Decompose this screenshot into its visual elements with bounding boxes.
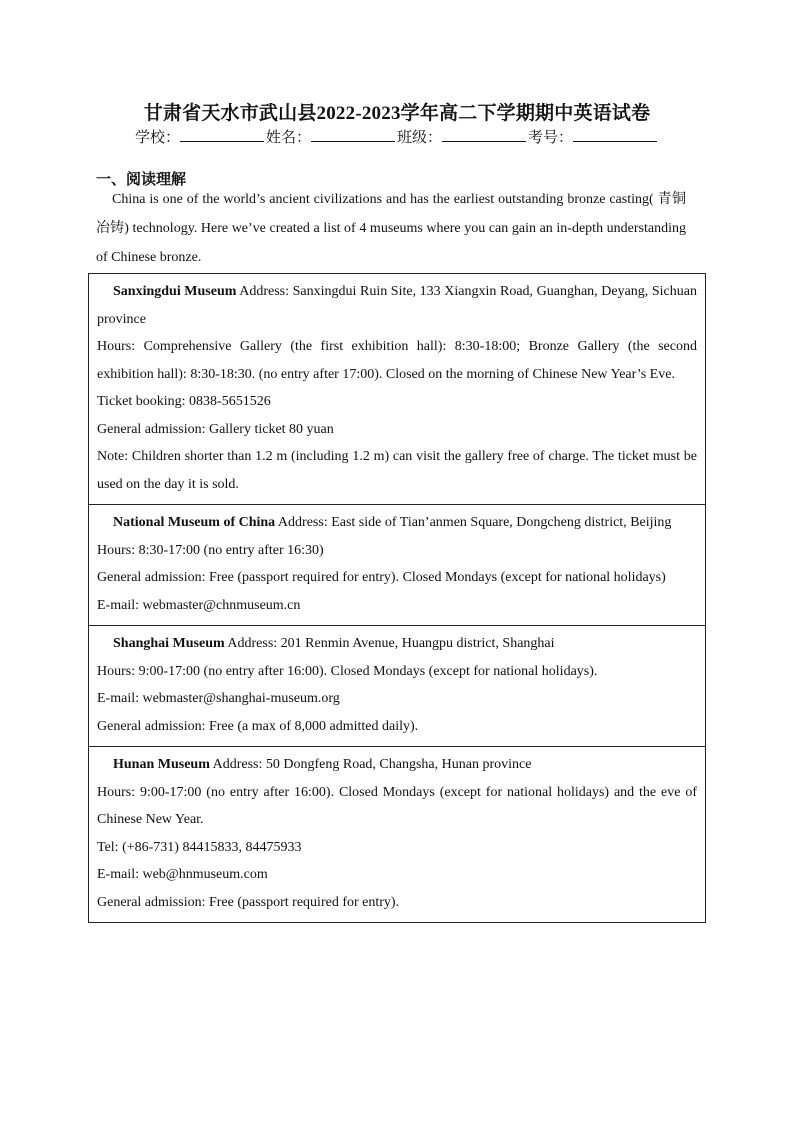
museum-hours: Hours: 9:00-17:00 (no entry after 16:00). Closed Mondays (except for national holidays) and the eve of Chinese New Year. xyxy=(97,784,697,827)
museum-admission: General admission: Gallery ticket 80 yuan xyxy=(97,421,334,437)
intro-paragraph xyxy=(96,185,686,272)
exam-number-field-label: 考号： xyxy=(528,130,574,146)
museum-address: Address: East side of Tian’anmen Square, Dongcheng district, Beijing xyxy=(277,515,672,530)
intro-text: China is one of the world’s ancient civilizations and has the earliest outstanding bronze casting( 青铜冶铸) technology. Here we’ve created a list of 4 museums where you can gain an in-depth understanding of Chinese bronze. xyxy=(96,192,686,265)
museum-cell-sanxingdui xyxy=(89,274,706,505)
table-row xyxy=(89,747,706,923)
museum-email: E-mail: web@hnmuseum.com xyxy=(97,867,268,882)
exam-title: 甘肃省天水市武山县2022-2023学年高二下学期期中英语试卷 xyxy=(143,103,651,124)
name-blank[interactable] xyxy=(311,127,395,142)
school-blank[interactable] xyxy=(180,127,264,142)
museum-email: E-mail: webmaster@shanghai-museum.org xyxy=(97,691,340,706)
museum-cell-hunan xyxy=(89,747,706,923)
museum-address: Address: 50 Dongfeng Road, Changsha, Hunan province xyxy=(212,757,532,772)
museum-cell-national xyxy=(89,505,706,626)
exam-number-blank[interactable] xyxy=(573,127,657,142)
table-row xyxy=(89,274,706,505)
museum-cell-shanghai xyxy=(89,626,706,747)
museum-name: Sanxingdui Museum xyxy=(113,284,237,299)
museum-admission: General admission: Free (a max of 8,000 admitted daily). xyxy=(97,718,419,734)
table-row xyxy=(89,505,706,626)
museum-name: Hunan Museum xyxy=(113,757,210,772)
student-info-line xyxy=(0,126,794,147)
museum-address: Address: 201 Renmin Avenue, Huangpu district, Shanghai xyxy=(227,636,555,651)
museum-name: Shanghai Museum xyxy=(113,636,225,651)
table-row xyxy=(89,626,706,747)
museum-tel: Tel: (+86-731) 84415833, 84475933 xyxy=(97,839,302,855)
name-field-label: 姓名： xyxy=(265,130,311,146)
museum-email: E-mail: webmaster@chnmuseum.cn xyxy=(97,597,301,613)
museum-table xyxy=(88,273,706,923)
museum-note: Note: Children shorter than 1.2 m (including 1.2 m) can visit the gallery free of charge. The ticket must be used on the day it is sold. xyxy=(97,449,697,492)
museum-ticket-booking: Ticket booking: 0838-5651526 xyxy=(97,394,271,409)
section-heading: 一、阅读理解 xyxy=(96,172,187,188)
class-blank[interactable] xyxy=(442,127,526,142)
museum-admission: General admission: Free (passport required for entry). Closed Mondays (except for national holidays) xyxy=(97,570,666,585)
museum-hours: Hours: 8:30-17:00 (no entry after 16:30) xyxy=(97,542,324,558)
museum-hours: Hours: Comprehensive Gallery (the first exhibition hall): 8:30-18:00; Bronze Gallery (the second exhibition hall): 8:30-18:30. (no entry after 17:00). Closed on the morning of Chinese New Year’s Eve. xyxy=(97,339,697,382)
school-field-label: 学校： xyxy=(134,130,180,146)
museum-name: National Museum of China xyxy=(113,515,276,530)
museum-admission: General admission: Free (passport required for entry). xyxy=(97,894,400,910)
museum-address: Address: Sanxingdui Ruin Site, 133 Xiangxin Road, Guanghan, Deyang, Sichuan province xyxy=(97,284,697,327)
museum-hours: Hours: 9:00-17:00 (no entry after 16:00). Closed Mondays (except for national holidays). xyxy=(97,663,598,679)
class-field-label: 班级： xyxy=(397,130,443,146)
